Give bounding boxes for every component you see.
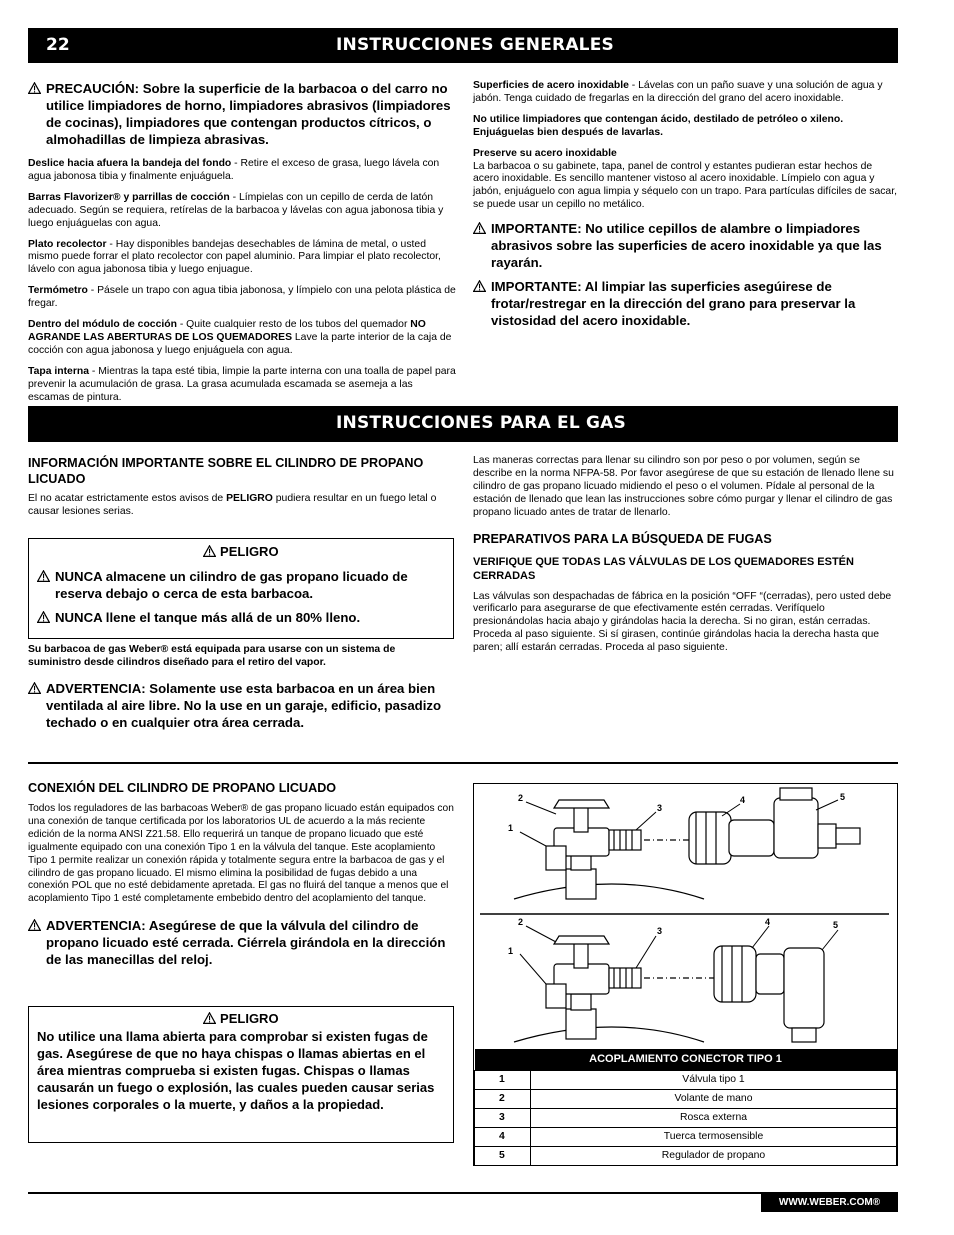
connection-section [28, 780, 456, 968]
danger-text: No utilice una llama abierta para comprobar si existen fugas de gas. Asegúrese de que no haya chispas o llamas abiertas en el área mientras comprueba si existen fugas. Chispas o llamas causarán un fuego o explosión, las cuales pueden causar serias lesiones corporales o la muerte, y daños a la propiedad. [37, 1029, 435, 1112]
no-clean-note: No utilice limpiadores que contengan ácido, destilado de petróleo o xileno. Enjuáguelas bien después de lavarlas. [473, 113, 844, 138]
fill-text: Las maneras correctas para llenar su cilindro son por peso o por volumen, según se describe en la norma NFPA-58. Por favor asegúrese de que su estación de llenado llene su cilindro de gas propano licuado midiendo el peso o el volumen. Pídale al personal de la estación de llenado que lean las instrucciones sobre cómo purgar y llenar el cilindro de gas propano licuado antes de tratar de llenarlo. [473, 455, 894, 518]
danger-heading: PELIGRO [29, 1011, 453, 1026]
valve-illustration-bottom [514, 936, 824, 1042]
warning-triangle-icon [473, 222, 486, 234]
general-right-column [473, 80, 898, 329]
gas-section-title: INSTRUCCIONES PARA EL GAS [336, 413, 626, 433]
cleaning-items [28, 158, 456, 405]
callout-1-bottom: 1 [508, 946, 514, 956]
important-2: IMPORTANTE: Al limpiar las superficies asegúirese de frotar/restregar en la dirección del grano para preservar la vistosidad del acero inoxidable. [473, 278, 898, 329]
verify-text: Las válvulas son despachadas de fábrica en la posición “OFF “(cerradas), pero usted debe verificarlo para asegurarse de que efectivamente estén cerradas. Verifíquelo presionándolas hacia abajo y girándolas hacia la derecha. Si no giran, están cerradas. Proceda al paso siguiente. Si sí girasen, continúe girándolas hacia la derecha hasta que paren; allí estarán cerradas. Proceda al paso siguiente. [473, 590, 892, 654]
stainless-section [473, 80, 898, 212]
cleaning-item: Dentro del módulo de cocción - Quite cualquier resto de los tubos del quemador NO AGRANDE LAS ABERTURAS DE LOS QUEMADORES Lave la parte interior de la caja de cocción con agua jabonosa y luego enjuáguela con agua. [28, 319, 452, 356]
general-left-column [28, 80, 456, 413]
warning-triangle-icon [28, 682, 41, 694]
coupling-illustration [474, 784, 897, 1049]
table-row: 3 Rosca externa [475, 1108, 897, 1127]
callout-4-top: 4 [740, 795, 746, 805]
footer-url[interactable]: WWW.WEBER.COM® [761, 1193, 898, 1212]
warning-triangle-icon [28, 82, 41, 94]
callout-4-bottom: 4 [765, 917, 771, 927]
info-text: El no acatar estrictamente estos avisos de PELIGRO pudiera resultar en un fuego letal o causar lesiones serias. [28, 493, 437, 517]
danger-heading: PELIGRO [29, 544, 453, 559]
callout-5-top: 5 [840, 792, 846, 802]
callout-2-top: 2 [518, 793, 524, 803]
cleaning-item: Barras Flavorizer® y parrillas de cocción - Límpielas con un cepillo de cerda de latón adecuado. Según se requiera, retírelas de la barbacoa y lávelas con agua jabonosa tibia y luego enjuáguelas con agua. [28, 191, 444, 229]
connection-text: Todos los reguladores de las barbacoas Weber® de gas propano licuado están equipados con una conexión de tanque certificada por los laboratorios UL de acuerdo a la más reciente edición de la norma ANSI Z21.58. Ello requerirá un tanque de propano licuado que esté igualmente equipado con una conexión Tipo 1 en la válvula del tanque. Este acoplamiento Tipo 1 permite realizar un conexión rápida y totalmente segura entre la barbacoa de gas y el cilindro de gas propano licuado. El mismo elimina la posibilidad de fugas debido a una conexión POL que no esté debidamente apretada. El gas no fluirá del tanque a menos que el acoplamiento Tipo 1 esté completamente embebido dentro del acoplamiento del tanque. [28, 803, 454, 905]
danger-item-1: NUNCA almacene un cilindro de gas propano licuado de reserva debajo o cerca de esta barbacoa. [37, 568, 443, 602]
info-title: INFORMACIÓN IMPORTANTE SOBRE EL CILINDRO DE PROPANO LICUADO [28, 456, 424, 486]
stainless-item: Superficies de acero inoxidable - Lávelas con un paño suave y una solución de agua y jabón. Tenga cuidado de fregarlas en la dirección del grano del acero inoxidable. [473, 80, 883, 104]
danger-box-2 [28, 1006, 454, 1143]
connection-title: CONEXIÓN DEL CILINDRO DE PROPANO LICUADO [28, 781, 337, 795]
table-row: 4 Tuerca termosensible [475, 1127, 897, 1146]
section-divider [28, 762, 898, 764]
caution-block [28, 80, 456, 148]
table-row: 1 Válvula tipo 1 [475, 1070, 897, 1089]
danger-item-2: NUNCA llene el tanque más allá de un 80% lleno. [37, 609, 443, 626]
gas-right-top [473, 455, 898, 655]
cleaning-item: Termómetro - Pásele un trapo con agua tibia jabonosa, y límpielo con una pelota plástica de fregar. [28, 285, 456, 310]
page-number: 22 [46, 35, 70, 55]
warning-valve: ADVERTENCIA: Asegúrese de que la válvula del cilindro de propano licuado esté cerrada. Ciérrela girándola en la dirección de las manecillas del reloj. [28, 917, 456, 968]
gas-left-top [28, 455, 456, 519]
callout-1-top: 1 [508, 823, 514, 833]
callout-3-top: 3 [657, 803, 663, 813]
page-title: INSTRUCCIONES GENERALES [336, 35, 614, 55]
table-row: 2 Volante de mano [475, 1089, 897, 1108]
weber-note: Su barbacoa de gas Weber® está equipada para usarse con un sistema de suministro desde cilindros diseñado para el retiro del vapor. [28, 644, 396, 668]
callout-3-bottom: 3 [657, 926, 663, 936]
preserve-section: Preserve su acero inoxidable La barbacoa o su gabinete, tapa, panel de control y estantes pudieran estar hechos de acero inoxidable. Es sencillo mantener vistoso al acero inoxidable. Límpielo con agua y jabón, enjuáguelo con agua limpia y séquelo con un trapo. Para partículas difíciles de sacar, se puede usar un cepillo no metálico. [473, 147, 897, 211]
table-row: 5 Regulador de propano [475, 1146, 897, 1165]
leak-title: PREPARATIVOS PARA LA BÚSQUEDA DE FUGAS [473, 531, 772, 546]
warning-triangle-icon [203, 545, 216, 557]
warning-triangle-icon [28, 919, 41, 931]
cleaning-item: Tapa interna - Mientras la tapa esté tibia, limpie la parte interna con una toalla de papel para prevenir la acumulación de grasa. La grasa acumulada escamada se asemeja a las escamas de pintura. [28, 365, 456, 403]
verify-title: VERIFIQUE QUE TODAS LAS VÁLVULAS DE LOS QUEMADORES ESTÉN CERRADAS [473, 555, 854, 582]
warning-triangle-icon [37, 570, 50, 582]
warning-triangle-icon [37, 611, 50, 623]
warning-ventilation: ADVERTENCIA: Solamente use esta barbacoa en un área bien ventilada al aire libre. No la use en un garaje, edificio, pasadizo techado o en cualquier otra área cerrada. [28, 680, 448, 731]
cleaning-item: Deslice hacia afuera la bandeja del fondo - Retire el exceso de grasa, luego lávela con agua jabonosa tibia y finalmente enjuáguela. [28, 158, 440, 182]
header-bar [28, 28, 898, 63]
valve-illustration-top [514, 788, 860, 899]
danger-box-1 [28, 538, 454, 639]
callout-5-bottom: 5 [833, 920, 839, 930]
parts-table-title: ACOPLAMIENTO CONECTOR TIPO 1 [475, 1049, 897, 1070]
important-1: IMPORTANTE: No utilice cepillos de alambre o limpiadores abrasivos sobre las superficies de acero inoxidable ya que las rayarán. [473, 220, 898, 271]
parts-table [474, 1049, 897, 1166]
caution-text: PRECAUCIÓN: Sobre la superficie de la barbacoa o del carro no utilice limpiadores de horno, limpiadores abrasivos (limpiadores de cocinas), limpiadores que contengan productos cítricos, o almohadillas de limpieza abrasivas. [46, 81, 451, 147]
callout-2-bottom: 2 [518, 917, 524, 927]
warning-triangle-icon [203, 1012, 216, 1024]
cleaning-item: Plato recolector - Hay disponibles bandejas desechables de lámina de metal, o usted mismo puede forrar el plato recolector con papel aluminio. Para limpiar el plato recolector, lávelo con agua jabonosa tibia y luego enjuague. [28, 238, 441, 276]
warning-triangle-icon [473, 280, 486, 292]
gas-header-bar [28, 406, 898, 442]
